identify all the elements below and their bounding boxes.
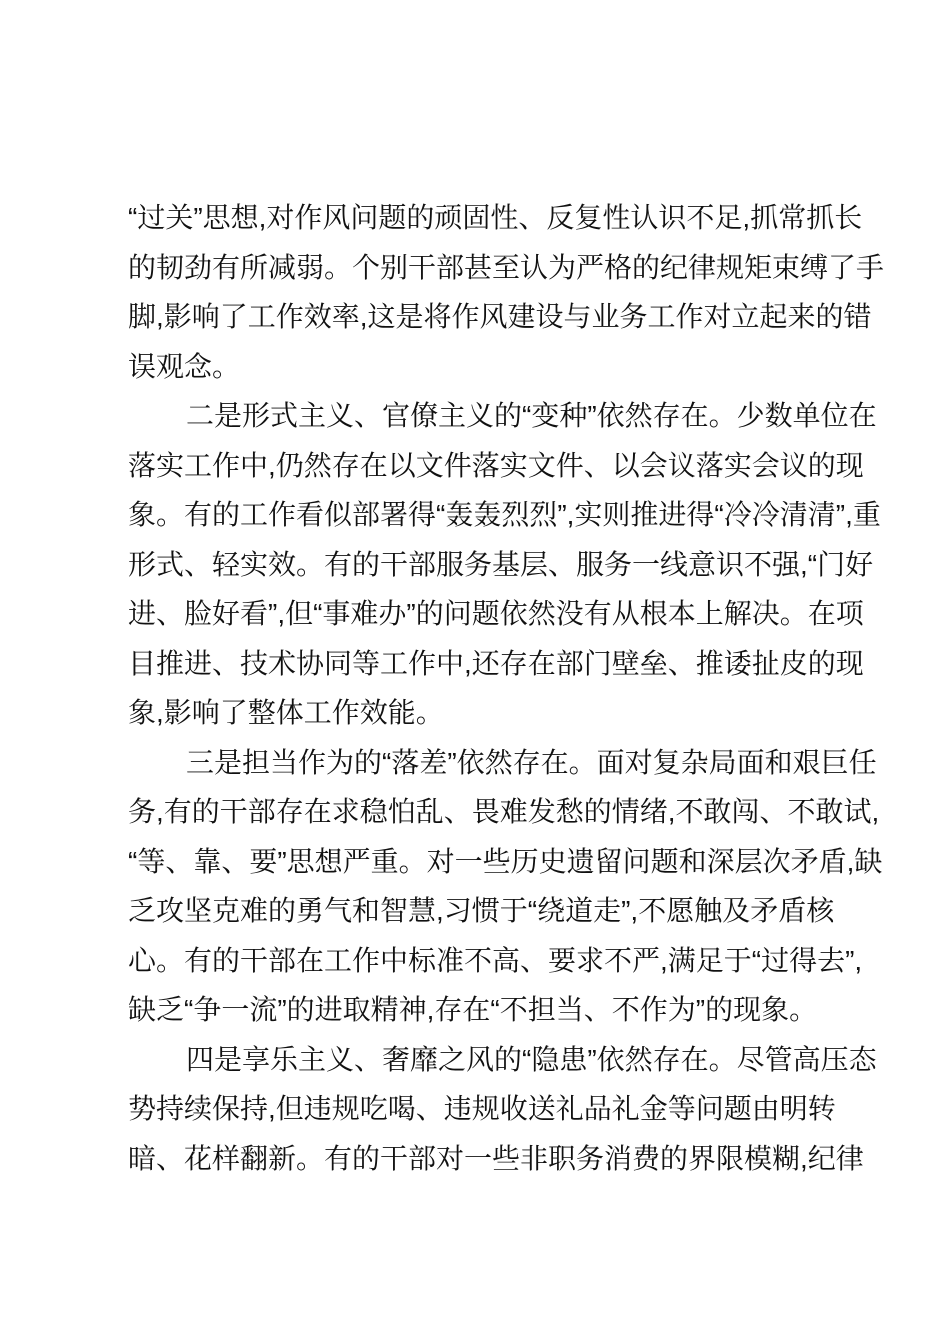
text-line: 象,影响了整体工作效能。 xyxy=(128,697,444,728)
paragraph-hedonism xyxy=(128,1035,877,1184)
text-line: “过关”思想,对作风问题的顽固性、反复性认识不足,抓常抓长 xyxy=(128,202,863,233)
text-line: 三是担当作为的“落差”依然存在。面对复杂局面和艰巨任 xyxy=(186,746,877,778)
text-line: 四是享乐主义、奢靡之风的“隐患”依然存在。尽管高压态 xyxy=(186,1043,877,1075)
text-line: 暗、花样翻新。有的干部对一些非职务消费的界限模糊,纪律 xyxy=(128,1142,864,1174)
text-line: 进、脸好看”,但“事难办”的问题依然没有从根本上解决。在项 xyxy=(128,598,864,629)
text-line: 形式、轻实效。有的干部服务基层、服务一线意识不强,“门好 xyxy=(128,548,874,580)
text-line: 目推进、技术协同等工作中,还存在部门壁垒、推诿扯皮的现 xyxy=(128,647,864,679)
document-page xyxy=(128,193,885,1183)
text-line: 心。有的干部在工作中标准不高、要求不严,满足于“过得去”, xyxy=(128,944,863,976)
text-line: 误观念。 xyxy=(128,350,241,382)
text-line: 乏攻坚克难的勇气和智慧,习惯于“绕道走”,不愿触及矛盾核 xyxy=(128,895,835,926)
text-line: 缺乏“争一流”的进取精神,存在“不担当、不作为”的现象。 xyxy=(128,994,818,1025)
text-line: 脚,影响了工作效率,这是将作风建设与业务工作对立起来的错 xyxy=(128,301,872,332)
text-line: 势持续保持,但违规吃喝、违规收送礼品礼金等问题由明转 xyxy=(128,1093,836,1124)
text-line: 落实工作中,仍然存在以文件落实文件、以会议落实会议的现 xyxy=(128,449,864,481)
paragraph-formalism xyxy=(128,391,881,738)
text-line: 二是形式主义、官僚主义的“变种”依然存在。少数单位在 xyxy=(186,400,877,431)
text-line: “等、靠、要”思想严重。对一些历史遗留问题和深层次矛盾,缺 xyxy=(128,845,883,877)
text-line: 务,有的干部存在求稳怕乱、畏难发愁的情绪,不敢闯、不敢试, xyxy=(128,796,880,827)
paragraph-1-continuation xyxy=(128,193,885,391)
text-line: 的韧劲有所减弱。个别干部甚至认为严格的纪律规矩束缚了手 xyxy=(128,251,885,283)
text-line: 象。有的工作看似部署得“轰轰烈烈”,实则推进得“冷冷清清”,重 xyxy=(128,499,881,530)
paragraph-responsibility xyxy=(128,738,883,1035)
